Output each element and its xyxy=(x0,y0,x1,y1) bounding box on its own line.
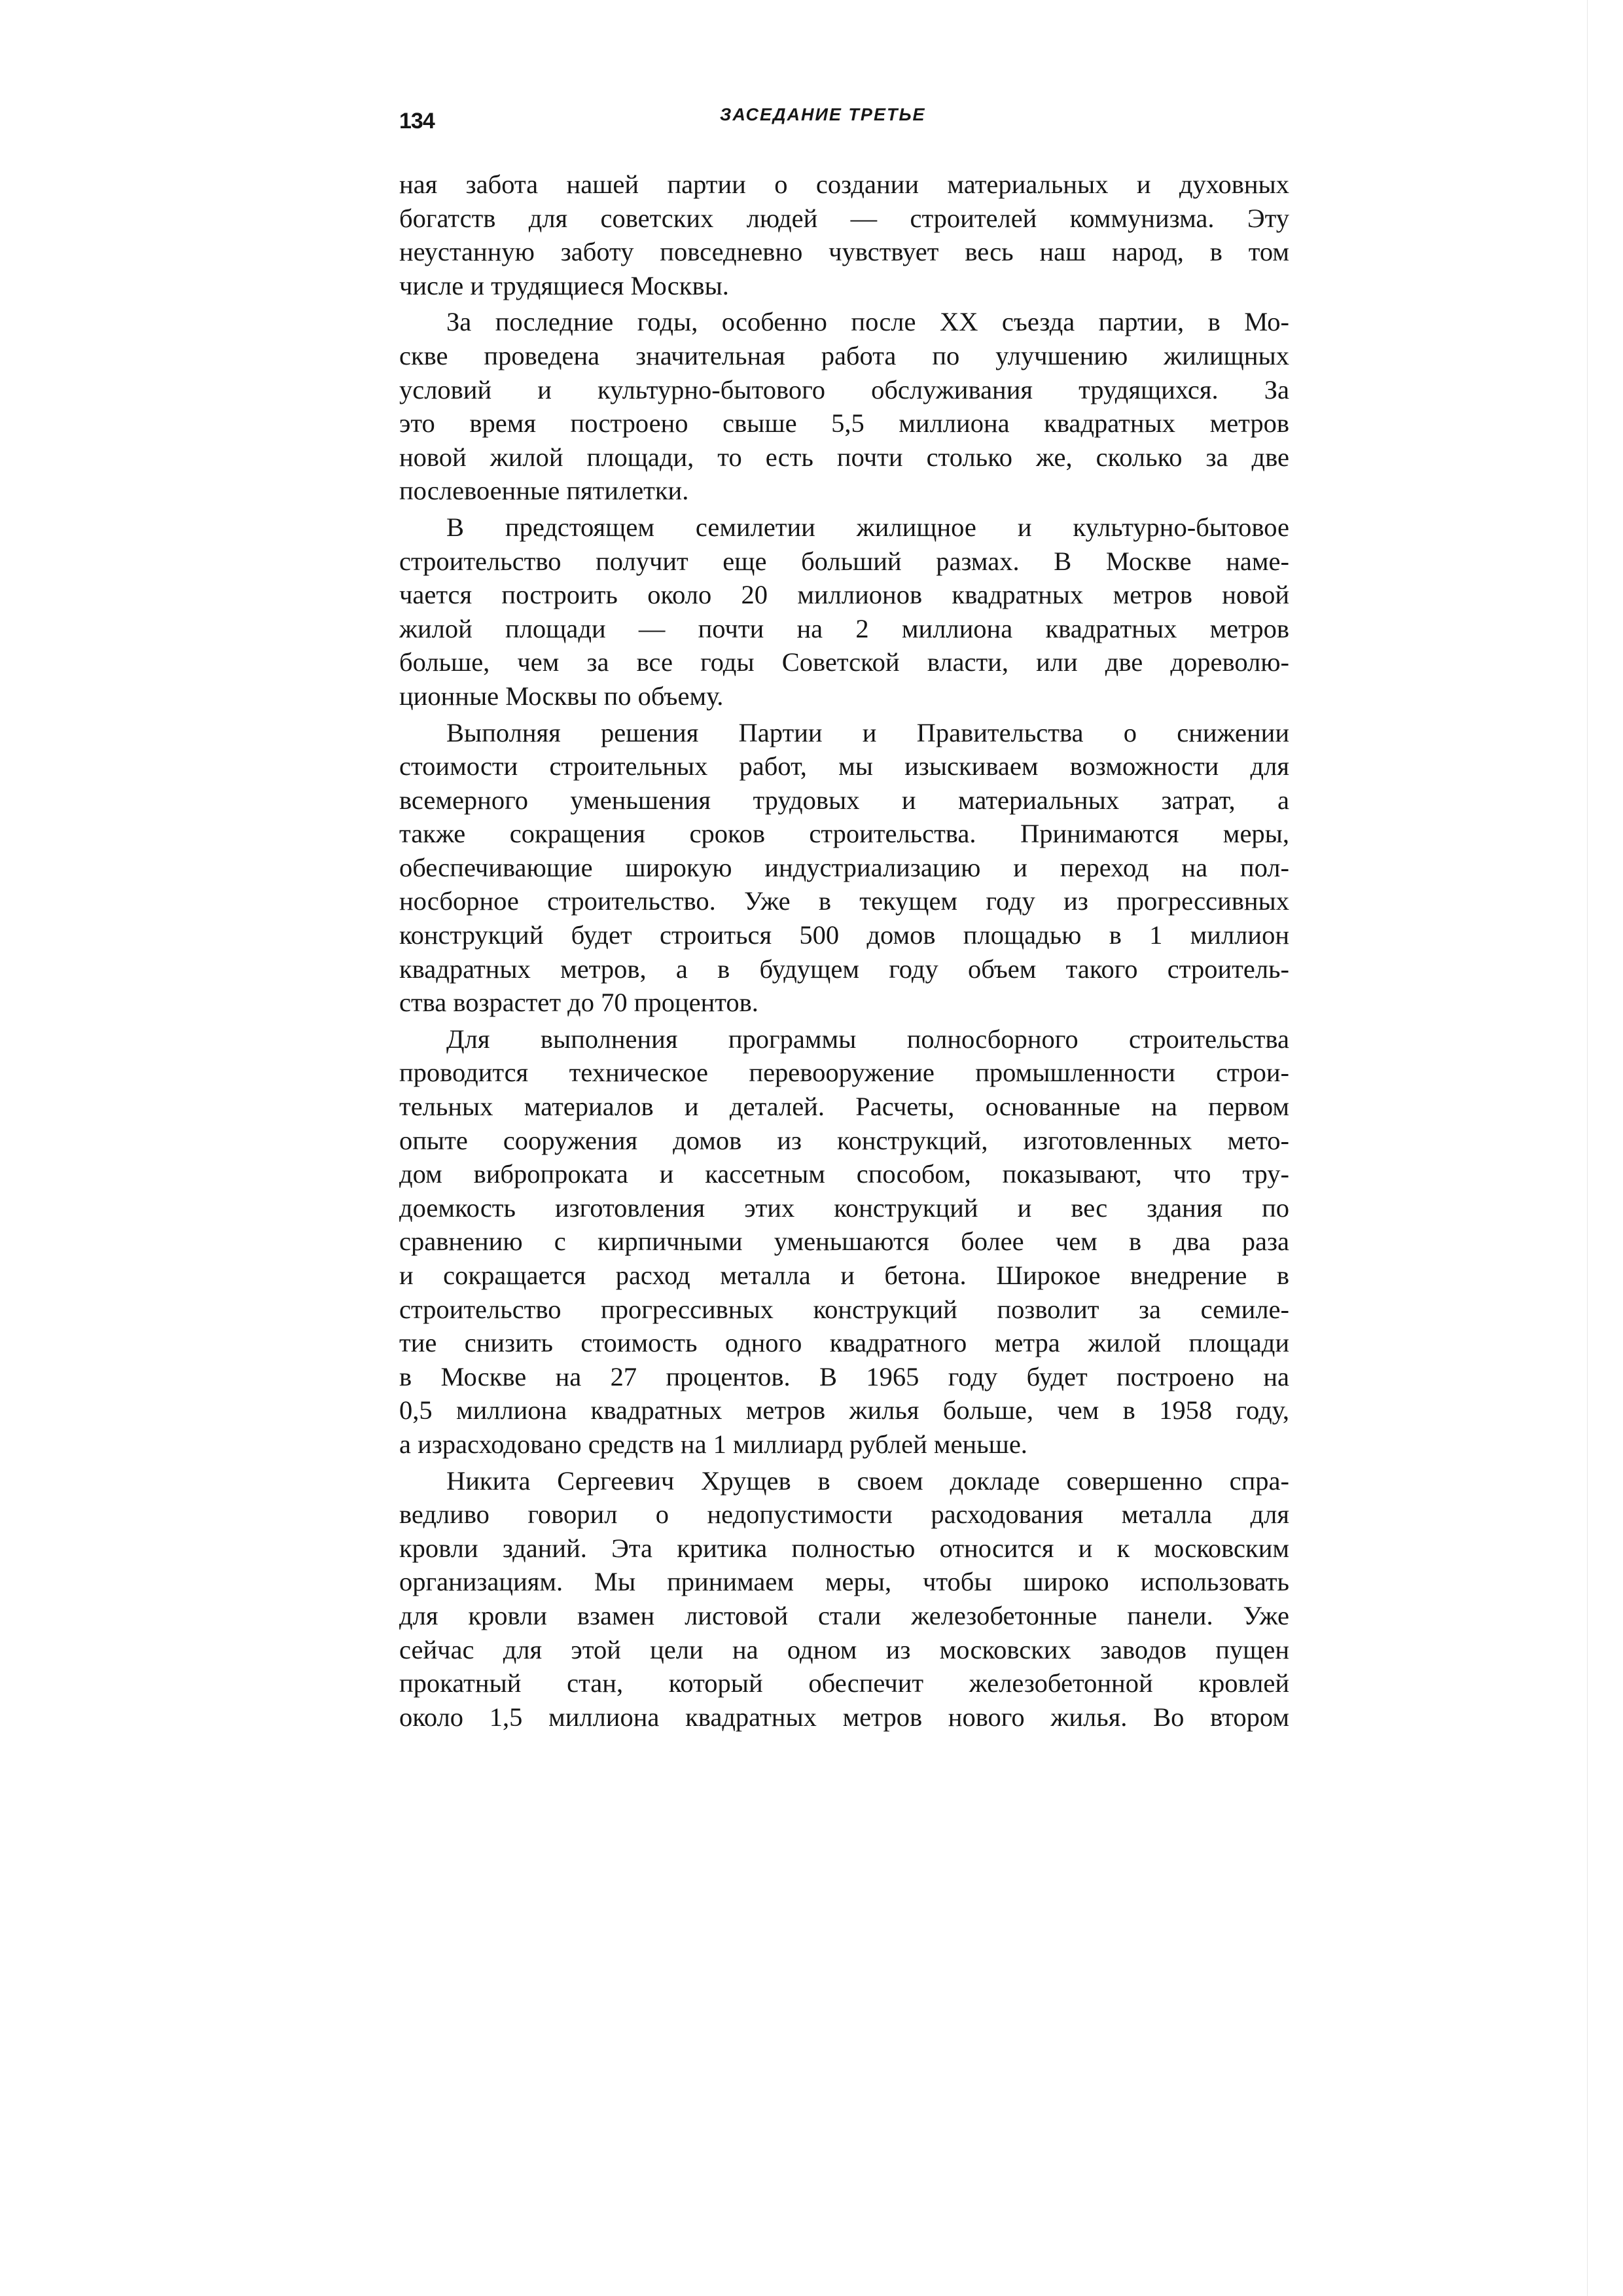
text-line: сравнению с кирпичными уменьшаются более чем в два раза xyxy=(399,1227,1289,1257)
text-line: ства возрастет до 70 процентов. xyxy=(399,988,758,1018)
paragraph xyxy=(399,1464,1289,1734)
text-line: квадратных метров, а в будущем году объем такого строитель- xyxy=(399,954,1289,984)
page-number: 134 xyxy=(399,109,435,134)
text-line: богатств для советских людей — строителей коммунизма. Эту xyxy=(399,203,1289,233)
text-line: а израсходовано средств на 1 миллиард рублей меньше. xyxy=(399,1429,1027,1459)
text-line: жилой площади — почти на 2 миллиона квадратных метров xyxy=(399,613,1289,643)
text-line: числе и трудящиеся Москвы. xyxy=(399,270,729,300)
text-line: для кровли взамен листовой стали железобетонные панели. Уже xyxy=(399,1600,1289,1630)
text-line: также сокращения сроков строительства. Принимаются меры, xyxy=(399,819,1289,849)
text-line: обеспечивающие широкую индустриализацию и переход на пол- xyxy=(399,852,1289,882)
text-line: проводится техническое перевооружение промышленности строи- xyxy=(399,1058,1289,1088)
text-line: прокатный стан, который обеспечит железобетонной кровлей xyxy=(399,1668,1289,1698)
text-line: Никита Сергеевич Хрущев в своем докладе совершенно спра- xyxy=(446,1465,1289,1496)
text-line: кровли зданий. Эта критика полностью относится и к московским xyxy=(399,1533,1289,1563)
text-line: в Москве на 27 процентов. В 1965 году будет построено на xyxy=(399,1361,1289,1391)
paragraph xyxy=(399,305,1289,508)
text-line: новой жилой площади, то есть почти столько же, сколько за две xyxy=(399,442,1289,472)
text-line: конструкций будет строиться 500 домов площадью в 1 миллион xyxy=(399,920,1289,950)
text-line: тельных материалов и деталей. Расчеты, основанные на первом xyxy=(399,1092,1289,1122)
text-line: ная забота нашей партии о создании материальных и духовных xyxy=(399,170,1289,199)
paragraph xyxy=(399,511,1289,713)
paragraph xyxy=(399,716,1289,1020)
text-line: это время построено свыше 5,5 миллиона квадратных метров xyxy=(399,408,1289,439)
text-line: всемерного уменьшения трудовых и материальных затрат, а xyxy=(399,785,1289,815)
text-line: доемкость изготовления этих конструкций и вес здания по xyxy=(399,1193,1289,1223)
running-title: ЗАСЕДАНИЕ ТРЕТЬЕ xyxy=(720,105,926,124)
text-line: строительство прогрессивных конструкций позволит за семиле- xyxy=(399,1294,1289,1324)
text-line: Выполняя решения Партии и Правительства о снижении xyxy=(446,717,1289,747)
scan-edge-line xyxy=(1587,0,1588,2296)
text-line: носборное строительство. Уже в текущем году из прогрессивных xyxy=(399,886,1289,916)
text-line: дом вибропроката и кассетным способом, показывают, что тру- xyxy=(399,1159,1289,1189)
text-line: неустанную заботу повседневно чувствует весь наш народ, в том xyxy=(399,237,1289,267)
page-header xyxy=(399,105,1289,144)
text-line: опыте сооружения домов из конструкций, изготовленных мето- xyxy=(399,1125,1289,1155)
text-line: 0,5 миллиона квадратных метров жилья больше, чем в 1958 году, xyxy=(399,1395,1289,1426)
body-text xyxy=(399,168,1289,1732)
text-line: больше, чем за все годы Советской власти, или две дореволю- xyxy=(399,647,1289,677)
text-line: ведливо говорил о недопустимости расходования металла для xyxy=(399,1499,1289,1530)
text-line: В предстоящем семилетии жилищное и культурно-бытовое xyxy=(446,512,1289,542)
text-line: строительство получит еще больший размах. В Москве наме- xyxy=(399,546,1289,576)
text-line: Для выполнения программы полносборного строительства xyxy=(446,1024,1289,1054)
paragraph xyxy=(399,168,1289,302)
text-line: тие снизить стоимость одного квадратного метра жилой площади xyxy=(399,1328,1289,1358)
text-line: около 1,5 миллиона квадратных метров нового жилья. Во втором xyxy=(399,1702,1289,1732)
text-line: послевоенные пятилетки. xyxy=(399,476,689,506)
text-line: За последние годы, особенно после XX съезда партии, в Мо- xyxy=(446,307,1289,337)
text-line: сейчас для этой цели на одном из московских заводов пущен xyxy=(399,1634,1289,1664)
text-line: организациям. Мы принимаем меры, чтобы широко использовать xyxy=(399,1567,1289,1597)
paragraph xyxy=(399,1022,1289,1462)
text-line: и сокращается расход металла и бетона. Широкое внедрение в xyxy=(399,1261,1289,1290)
text-line: чается построить около 20 миллионов квадратных метров новой xyxy=(399,580,1289,610)
text-line: ционные Москвы по объему. xyxy=(399,681,724,711)
text-line: стоимости строительных работ, мы изыскиваем возможности для xyxy=(399,751,1289,781)
text-line: скве проведена значительная работа по улучшению жилищных xyxy=(399,340,1289,370)
text-line: условий и культурно-бытового обслуживания трудящихся. За xyxy=(399,374,1289,404)
